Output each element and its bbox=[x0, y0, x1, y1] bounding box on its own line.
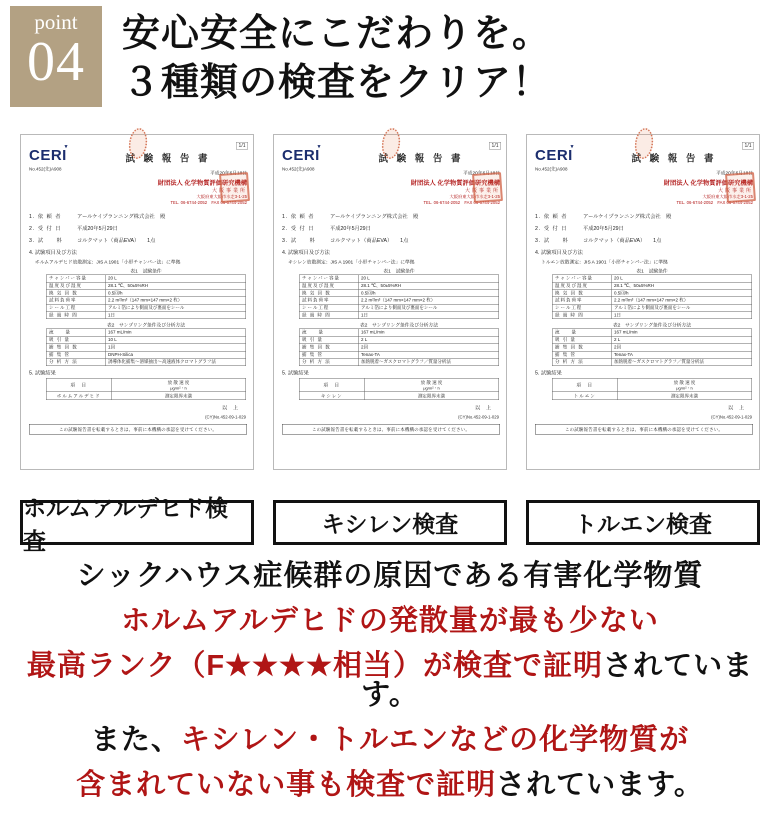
result-header-item: 項 目 bbox=[46, 378, 111, 392]
section5-title: 5. 試験結果 bbox=[282, 369, 309, 376]
ceri-logo-mark-icon: ▾ bbox=[317, 143, 321, 150]
ceri-logo-mark-icon: ▾ bbox=[64, 143, 68, 150]
point-badge-number: 04 bbox=[27, 31, 85, 94]
table-row: 経 過 時 間 1日 bbox=[552, 312, 752, 319]
table1-caption: 表1 試験条件 bbox=[383, 268, 415, 275]
result-value: 測定限界未満 bbox=[111, 392, 246, 400]
certificate-title: 試 験 報 告 書 bbox=[378, 153, 464, 164]
report-number: No.452(先)A908 bbox=[282, 166, 315, 172]
report-date: 平成20年6月18日 bbox=[716, 170, 753, 176]
document-code: (CY)No.452-09-1-029 bbox=[458, 414, 499, 420]
table-row: シール工程 アルミ箔により側面及び裏面をシール bbox=[46, 304, 246, 311]
section4-title: 4. 試験項目及び方法 bbox=[535, 249, 583, 256]
organization-branch: 大阪事業所 bbox=[465, 187, 500, 194]
section-header bbox=[10, 6, 551, 107]
test-report-certificate bbox=[273, 134, 507, 470]
ceri-logo-block bbox=[29, 143, 89, 172]
info-row-label: 1. 依 頼 者 bbox=[282, 213, 315, 220]
table1-caption: 表1 試験条件 bbox=[636, 268, 668, 275]
table-row: 捕 集 管 Tenax-TA bbox=[552, 351, 752, 358]
table-row: シール工程 アルミ箔により側面及び裏面をシール bbox=[299, 304, 499, 311]
info-row-value: アールケイプランニング株式会社 殿 bbox=[77, 213, 166, 220]
section5-title: 5. 試験結果 bbox=[29, 369, 56, 376]
ceri-logo-mark-icon: ▾ bbox=[570, 143, 574, 150]
section-title bbox=[122, 6, 551, 107]
page-number-box: 1/1 bbox=[742, 142, 754, 150]
info-row-value: 平成20年5月29日 bbox=[330, 225, 371, 232]
table-row: 捕 集 管 Tenax-TA bbox=[299, 351, 499, 358]
table-row: 流 量 167 mL/min bbox=[46, 329, 246, 336]
section-title-line2: ３種類の検査をクリア！ bbox=[122, 61, 552, 104]
result-value: 測定限界未満 bbox=[617, 392, 752, 400]
table-row: 吸 引 量 10 L bbox=[46, 336, 246, 343]
table-row: 捕 集 回 数 2回 bbox=[552, 344, 752, 351]
test-conditions-table bbox=[552, 275, 752, 320]
info-row-value: アールケイプランニング株式会社 殿 bbox=[583, 213, 672, 220]
table-row: シール工程 アルミ箔により側面及び裏面をシール bbox=[552, 304, 752, 311]
document-code: (CY)No.452-09-1-029 bbox=[711, 414, 752, 420]
info-row-label: 2. 受 付 日 bbox=[29, 225, 62, 232]
info-row-client bbox=[282, 213, 500, 221]
table-row: 経 過 時 間 1日 bbox=[46, 312, 246, 319]
table-row: 分 析 方 法 加熱脱着～ガスクロマトグラフ／質量分析法 bbox=[299, 358, 499, 365]
ceri-logo-block bbox=[282, 143, 342, 172]
copy-line-1: シックハウス症候群の原因である有害化学物質 bbox=[76, 560, 704, 592]
certificates-row bbox=[20, 134, 760, 470]
test-results-table bbox=[552, 378, 752, 400]
reprint-notice: この試験報告書を転載するときは、事前に本機構の承認を受けてください。 bbox=[535, 424, 753, 435]
table-row: 捕 集 管 DNPH-Silica bbox=[46, 351, 246, 358]
info-row-sample bbox=[535, 237, 753, 245]
result-substance: ホルムアルデヒド bbox=[46, 392, 111, 400]
info-row-label: 1. 依 頼 者 bbox=[535, 213, 568, 220]
test-method-line: ホルムアルデヒド放散測定：JIS A 1901「小形チャンバー法」に準拠 bbox=[35, 259, 181, 266]
point-badge bbox=[10, 6, 102, 107]
info-row-received bbox=[535, 225, 753, 233]
certificate-title: 試 験 報 告 書 bbox=[125, 153, 211, 164]
organization-name: 財団法人 化学物質評価研究機構 bbox=[663, 179, 753, 187]
report-date: 平成20年6月18日 bbox=[210, 170, 247, 176]
result-unit: μg/m²・h bbox=[170, 385, 187, 391]
table2-caption: 表2 サンプリング条件及び分析方法 bbox=[612, 322, 692, 329]
copy-line-2: ホルムアルデヒドの発散量が最も少ない bbox=[121, 605, 659, 637]
table-row bbox=[46, 392, 246, 400]
table-row: 吸 引 量 2 L bbox=[552, 336, 752, 343]
test-results-table bbox=[46, 378, 246, 400]
info-row-sample bbox=[29, 237, 247, 245]
table-row bbox=[299, 392, 499, 400]
result-unit: μg/m²・h bbox=[676, 385, 693, 391]
table-row: 分 析 方 法 誘導体化捕集～溶媒抽出～高速液体クロマトグラフ法 bbox=[46, 358, 246, 365]
info-row-value: アールケイプランニング株式会社 殿 bbox=[330, 213, 419, 220]
organization-branch: 大阪事業所 bbox=[718, 187, 753, 194]
copy-line-5: 含まれていない事も検査で証明されています。 bbox=[76, 769, 704, 801]
table-row bbox=[299, 378, 499, 392]
organization-address: 大阪府東大阪市水走3-1-25 bbox=[449, 194, 500, 200]
bottom-copy bbox=[0, 562, 780, 816]
ceri-logo-block bbox=[535, 143, 595, 172]
report-date: 平成20年6月18日 bbox=[463, 170, 500, 176]
table-row bbox=[46, 378, 246, 392]
table-row: 経 過 時 間 1日 bbox=[299, 312, 499, 319]
certificate-content bbox=[274, 135, 508, 471]
info-row-label: 3. 試 料 bbox=[535, 237, 569, 244]
result-value: 測定限界未満 bbox=[364, 392, 499, 400]
table-row: 吸 引 量 2 L bbox=[299, 336, 499, 343]
result-header-value: 放 散 速 度 μg/m²・h bbox=[111, 378, 246, 392]
info-row-label: 3. 試 料 bbox=[282, 237, 316, 244]
table-row: 温度及び湿度 28.1 ℃、50±5%RH bbox=[299, 282, 499, 289]
square-seal-stamp-icon bbox=[472, 172, 503, 203]
result-header-item: 項 目 bbox=[552, 378, 617, 392]
certificate-content bbox=[21, 135, 255, 471]
organization-block bbox=[535, 179, 753, 206]
page-number-box: 1/1 bbox=[489, 142, 501, 150]
result-unit: μg/m²・h bbox=[423, 385, 440, 391]
sampling-conditions-table bbox=[299, 329, 499, 366]
info-row-value: 平成20年5月29日 bbox=[583, 225, 624, 232]
info-row-value: 平成20年5月29日 bbox=[77, 225, 118, 232]
table-row: 試料負荷率 2.2 m²/m³（147 mm×147 mm×2 枚） bbox=[299, 297, 499, 304]
organization-block bbox=[29, 179, 247, 206]
label-xylene-test: キシレン検査 bbox=[273, 500, 507, 545]
closing-mark: 以 上 bbox=[475, 404, 493, 411]
table-row: チャンバー容量 20 L bbox=[46, 275, 246, 282]
page-number-box: 1/1 bbox=[236, 142, 248, 150]
info-row-value: コルクマット（商品EVA） 1点 bbox=[583, 237, 662, 244]
section-title-line1: 安心安全にこだわりを。 bbox=[122, 13, 552, 55]
table-row: 捕 集 回 数 1回 bbox=[46, 344, 246, 351]
section4-title: 4. 試験項目及び方法 bbox=[29, 249, 77, 256]
square-seal-stamp-icon bbox=[219, 172, 250, 203]
label-formaldehyde-test: ホルムアルデヒド検査 bbox=[20, 500, 254, 545]
section5-title: 5. 試験結果 bbox=[535, 369, 562, 376]
test-results-table bbox=[299, 378, 499, 400]
info-row-received bbox=[29, 225, 247, 233]
ceri-logo: CERI ▾ bbox=[29, 143, 68, 164]
reprint-notice: この試験報告書を転載するときは、事前に本機構の承認を受けてください。 bbox=[282, 424, 500, 435]
table-row: 温度及び湿度 28.1 ℃、50±5%RH bbox=[46, 282, 246, 289]
table-row: チャンバー容量 20 L bbox=[299, 275, 499, 282]
table-row bbox=[552, 392, 752, 400]
organization-phone: TEL. 06-6744-2052 FAX 06-6744-2052 bbox=[676, 199, 753, 205]
test-report-certificate bbox=[20, 134, 254, 470]
label-toluene-test: トルエン検査 bbox=[526, 500, 760, 545]
request-info-rows bbox=[29, 213, 247, 245]
table-row: 温度及び湿度 28.1 ℃、50±5%RH bbox=[552, 282, 752, 289]
point-badge-label: point bbox=[34, 10, 78, 34]
test-method-line: キシレン放散測定：JIS A 1901「小形チャンバー法」に準拠 bbox=[288, 259, 415, 266]
info-row-label: 1. 依 頼 者 bbox=[29, 213, 62, 220]
test-report-certificate bbox=[526, 134, 760, 470]
table-row: 流 量 167 mL/min bbox=[299, 329, 499, 336]
organization-phone: TEL. 06-6744-2052 FAX 06-6744-2052 bbox=[423, 199, 500, 205]
result-header-value: 放 散 速 度 μg/m²・h bbox=[617, 378, 752, 392]
info-row-received bbox=[282, 225, 500, 233]
info-row-label: 3. 試 料 bbox=[29, 237, 63, 244]
info-row-value: コルクマット（商品EVA） 1点 bbox=[77, 237, 156, 244]
organization-name: 財団法人 化学物質評価研究機構 bbox=[410, 179, 500, 187]
info-row-value: コルクマット（商品EVA） 1点 bbox=[330, 237, 409, 244]
info-row-client bbox=[29, 213, 247, 221]
certificate-content bbox=[527, 135, 761, 471]
table-row: 換 気 回 数 0.5回/h bbox=[46, 290, 246, 297]
report-number: No.452(先)A908 bbox=[535, 166, 568, 172]
info-row-label: 2. 受 付 日 bbox=[282, 225, 315, 232]
ceri-logo: CERI ▾ bbox=[282, 143, 321, 164]
test-method-line: トルエン放散測定：JIS A 1901「小形チャンバー法」に準拠 bbox=[541, 259, 668, 266]
report-number: No.452(先)A908 bbox=[29, 166, 62, 172]
organization-branch: 大阪事業所 bbox=[212, 187, 247, 194]
result-header-value: 放 散 速 度 μg/m²・h bbox=[364, 378, 499, 392]
reprint-notice: この試験報告書を転載するときは、事前に本機構の承認を受けてください。 bbox=[29, 424, 247, 435]
table-row: 捕 集 回 数 2回 bbox=[299, 344, 499, 351]
request-info-rows bbox=[282, 213, 500, 245]
table-row bbox=[552, 378, 752, 392]
organization-name: 財団法人 化学物質評価研究機構 bbox=[157, 179, 247, 187]
result-substance: キシレン bbox=[299, 392, 364, 400]
request-info-rows bbox=[535, 213, 753, 245]
table-row: 流 量 167 mL/min bbox=[552, 329, 752, 336]
test-conditions-table bbox=[46, 275, 246, 320]
square-seal-stamp-icon bbox=[725, 172, 756, 203]
result-substance: トルエン bbox=[552, 392, 617, 400]
info-row-label: 2. 受 付 日 bbox=[535, 225, 568, 232]
closing-mark: 以 上 bbox=[728, 404, 746, 411]
table-row: 分 析 方 法 加熱脱着～ガスクロマトグラフ／質量分析法 bbox=[552, 358, 752, 365]
organization-phone: TEL. 06-6744-2052 FAX 06-6744-2052 bbox=[170, 199, 247, 205]
organization-address: 大阪府東大阪市水走3-1-25 bbox=[196, 194, 247, 200]
table-row: 試料負荷率 2.2 m²/m³（147 mm×147 mm×2 枚） bbox=[552, 297, 752, 304]
table-row: 試料負荷率 2.2 m²/m³（147 mm×147 mm×2 枚） bbox=[46, 297, 246, 304]
info-row-client bbox=[535, 213, 753, 221]
organization-block bbox=[282, 179, 500, 206]
info-row-sample bbox=[282, 237, 500, 245]
table-row: チャンバー容量 20 L bbox=[552, 275, 752, 282]
certificate-title: 試 験 報 告 書 bbox=[631, 153, 717, 164]
inspection-labels-row bbox=[20, 494, 760, 554]
table-row: 換 気 回 数 0.5回/h bbox=[299, 290, 499, 297]
result-header-item: 項 目 bbox=[299, 378, 364, 392]
ceri-logo: CERI ▾ bbox=[535, 143, 574, 164]
sampling-conditions-table bbox=[46, 329, 246, 366]
table2-caption: 表2 サンプリング条件及び分析方法 bbox=[106, 322, 186, 329]
organization-address: 大阪府東大阪市水走3-1-25 bbox=[702, 194, 753, 200]
copy-line-4: また、キシレン・トルエンなどの化学物質が bbox=[90, 724, 690, 756]
table-row: 換 気 回 数 0.5回/h bbox=[552, 290, 752, 297]
test-conditions-table bbox=[299, 275, 499, 320]
document-code: (CY)No.452-09-1-029 bbox=[205, 414, 246, 420]
copy-line-3: 最高ランク（F★★★★相当）が検査で証明されています。 bbox=[26, 650, 754, 711]
table2-caption: 表2 サンプリング条件及び分析方法 bbox=[359, 322, 439, 329]
section4-title: 4. 試験項目及び方法 bbox=[282, 249, 330, 256]
sampling-conditions-table bbox=[552, 329, 752, 366]
closing-mark: 以 上 bbox=[222, 404, 240, 411]
table1-caption: 表1 試験条件 bbox=[130, 268, 162, 275]
